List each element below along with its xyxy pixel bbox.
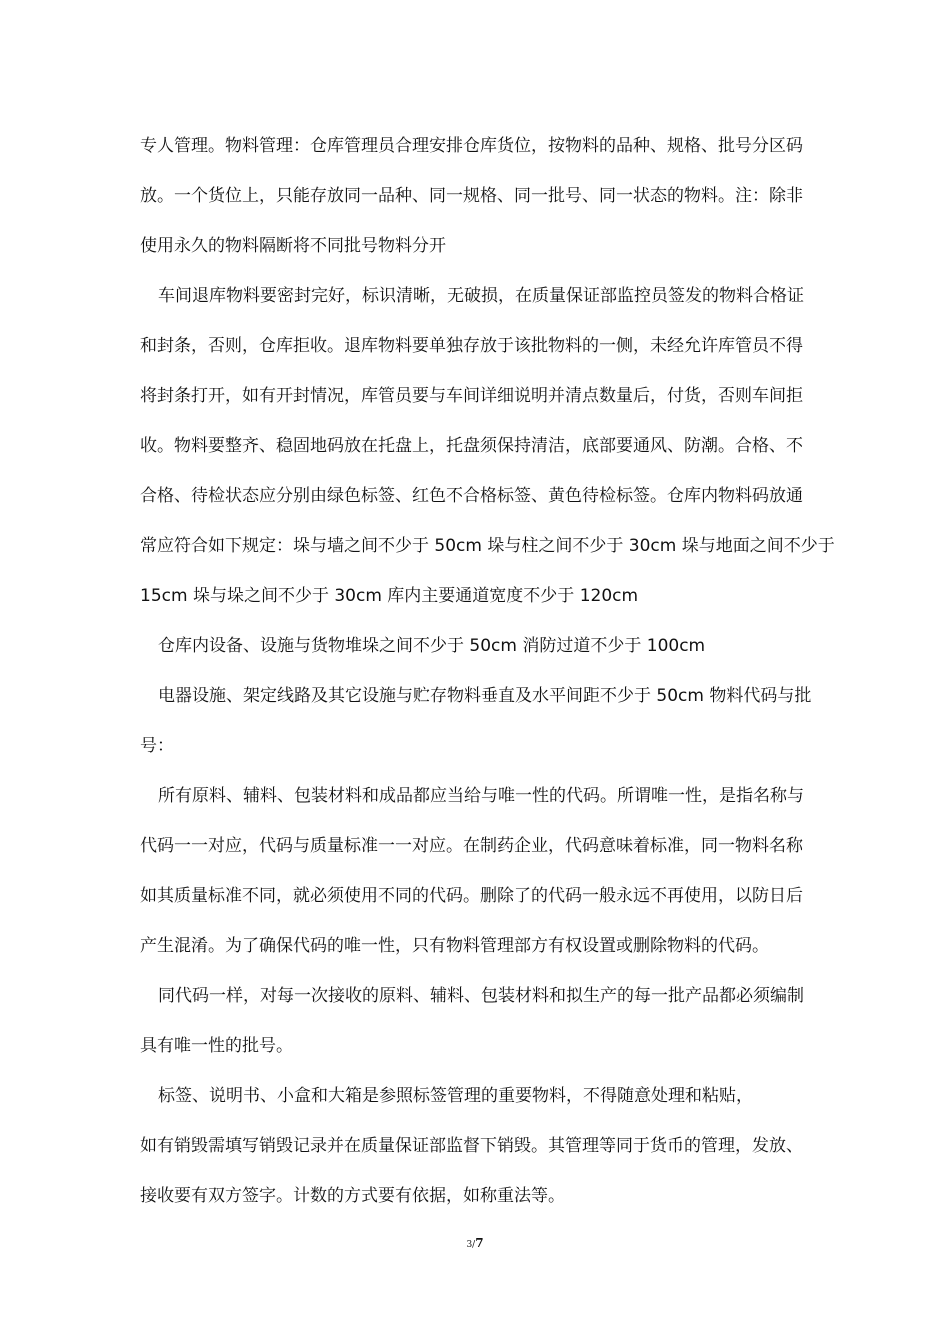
paragraph-first-line: 所有原料、辅料、包装材料和成品都应当给与唯一性的代码。所谓唯一性，是指名称与: [158, 786, 804, 806]
paragraph-first-line: 仓库内设备、设施与货物堆垛之间不少于 50cm 消防过道不少于 100cm: [158, 636, 706, 656]
body-text-line: 代码一一对应，代码与质量标准一一对应。在制药企业，代码意味着标准，同一物料名称: [140, 836, 803, 856]
body-text-line: 如其质量标准不同，就必须使用不同的代码。删除了的代码一般永远不再使用，以防日后: [140, 886, 803, 906]
body-text-line: 放。一个货位上，只能存放同一品种、同一规格、同一批号、同一状态的物料。注：除非: [140, 186, 803, 206]
body-text-line: 将封条打开，如有开封情况，库管员要与车间详细说明并清点数量后，付货，否则车间拒: [140, 386, 803, 406]
body-text-line: 专人管理。物料管理：仓库管理员合理安排仓库货位，按物料的品种、规格、批号分区码: [140, 136, 803, 156]
paragraph-first-line: 同代码一样，对每一次接收的原料、辅料、包装材料和拟生产的每一批产品都必须编制: [158, 986, 804, 1006]
page-number-current: 3/: [466, 1240, 476, 1250]
body-text-line: 具有唯一性的批号。: [140, 1036, 293, 1056]
body-text-line: 使用永久的物料隔断将不同批号物料分开: [140, 236, 446, 256]
page-number-total: 7: [475, 1236, 484, 1250]
body-text-line: 合格、待检状态应分别由绿色标签、红色不合格标签、黄色待检标签。仓库内物料码放通: [140, 486, 803, 506]
page-number: [0, 1236, 950, 1252]
paragraph-first-line: 电器设施、架定线路及其它设施与贮存物料垂直及水平间距不少于 50cm 物料代码与批: [158, 686, 812, 706]
body-text-line: 如有销毁需填写销毁记录并在质量保证部监督下销毁。其管理等同于货币的管理，发放、: [140, 1136, 803, 1156]
body-text-line: 收。物料要整齐、稳固地码放在托盘上，托盘须保持清洁，底部要通风、防潮。合格、不: [140, 436, 803, 456]
paragraph-first-line: 标签、说明书、小盒和大箱是参照标签管理的重要物料，不得随意处理和粘贴，: [158, 1086, 753, 1106]
body-text-line: 常应符合如下规定：垛与墙之间不少于 50cm 垛与柱之间不少于 30cm 垛与地面之间不少于: [140, 536, 835, 556]
body-text-line: 接收要有双方签字。计数的方式要有依据，如称重法等。: [140, 1186, 565, 1206]
body-text-line: 15cm 垛与垛之间不少于 30cm 库内主要通道宽度不少于 120cm: [140, 586, 639, 606]
paragraph-first-line: 车间退库物料要密封完好，标识清晰，无破损，在质量保证部监控员签发的物料合格证: [158, 286, 804, 306]
body-text-line: 和封条，否则，仓库拒收。退库物料要单独存放于该批物料的一侧，未经允许库管员不得: [140, 336, 803, 356]
body-text-line: 产生混淆。为了确保代码的唯一性，只有物料管理部方有权设置或删除物料的代码。: [140, 936, 769, 956]
body-text-line: 号：: [140, 736, 174, 756]
